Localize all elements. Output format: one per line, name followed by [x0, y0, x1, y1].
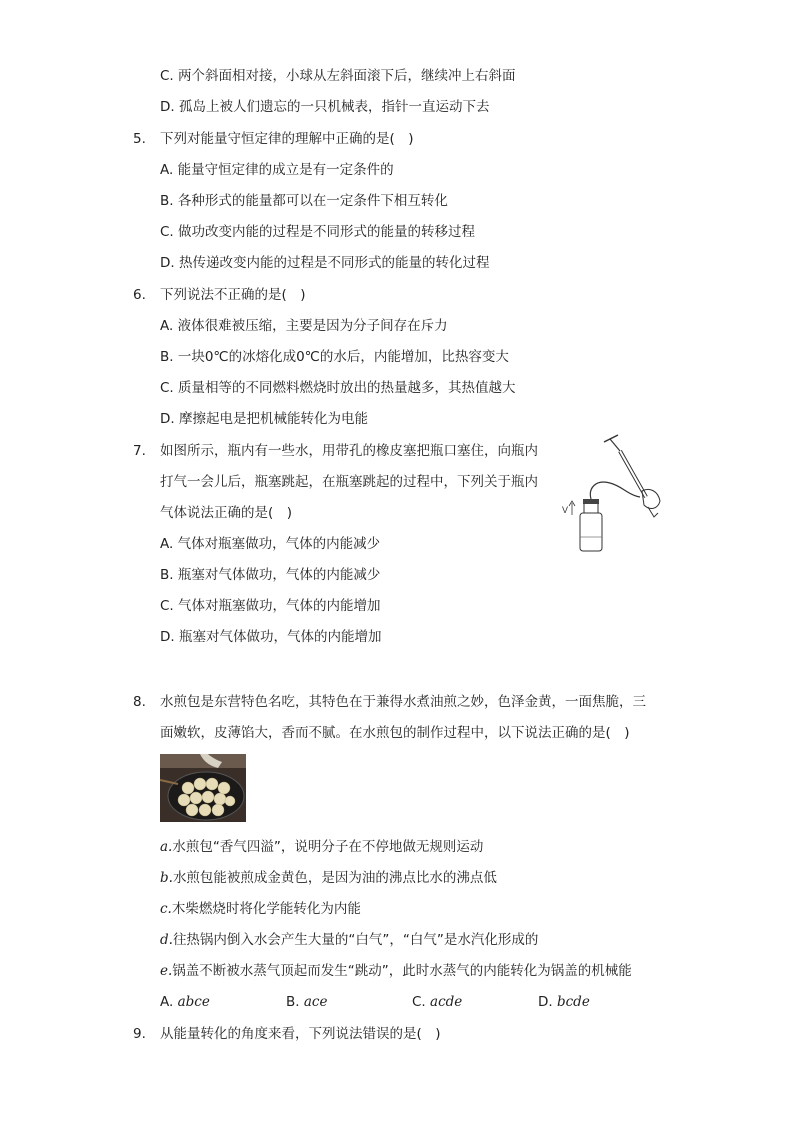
q8-statement-c — [160, 900, 361, 918]
text-a: 水煎包“香气四溢”，说明分子在不停地做无规则运动 — [172, 839, 484, 855]
opt-d-text: bcde — [556, 994, 590, 1010]
q6-option-d: D. 摩擦起电是把机械能转化为电能 — [160, 411, 368, 427]
opt-b-label: B. — [286, 994, 304, 1010]
text-e: 锅盖不断被水蒸气顶起而发生“跳动”，此时水蒸气的内能转化为锅盖的机械能 — [172, 963, 632, 979]
text-c: 木柴燃烧时将化学能转化为内能 — [171, 901, 361, 917]
q8-statement-a — [160, 838, 483, 856]
q9-number: 9. — [133, 1026, 146, 1042]
opt-b-text: ace — [303, 994, 328, 1010]
q4-option-c: C. 两个斜面相对接，小球从左斜面滚下后，继续冲上右斜面 — [160, 68, 516, 84]
q5-option-a: A. 能量守恒定律的成立是有一定条件的 — [160, 162, 394, 178]
q6-stem: 下列说法不正确的是( ) — [160, 287, 306, 303]
q7-stem-line2: 打气一会儿后，瓶塞跳起，在瓶塞跳起的过程中，下列关于瓶内 — [160, 474, 538, 490]
q5-stem: 下列对能量守恒定律的理解中正确的是( ) — [160, 131, 414, 147]
q6-number: 6. — [133, 287, 146, 303]
label-b: b. — [160, 870, 173, 886]
label-a: a. — [160, 839, 173, 855]
q7-stem-line1: 如图所示，瓶内有一些水，用带孔的橡皮塞把瓶口塞住，向瓶内 — [160, 443, 538, 459]
q4-option-d: D. 孤岛上被人们遗忘的一只机械表，指针一直运动下去 — [160, 99, 490, 115]
q8-stem-line1: 水煎包是东营特色名吃，其特色在于兼得水煮油煎之妙，色泽金黄，一面焦脆，三 — [160, 694, 646, 710]
opt-c-text: acde — [430, 994, 463, 1010]
q7-option-b: B. 瓶塞对气体做功，气体的内能减少 — [160, 567, 381, 583]
q5-option-c: C. 做功改变内能的过程是不同形式的能量的转移过程 — [160, 224, 476, 240]
q6-option-c: C. 质量相等的不同燃料燃烧时放出的热量越多，其热值越大 — [160, 380, 516, 396]
text-d: 往热锅内倒入水会产生大量的“白气”，“白气”是水汽化形成的 — [172, 932, 539, 948]
label-e: e. — [160, 963, 173, 979]
q6-option-a: A. 液体很难被压缩，主要是因为分子间存在斥力 — [160, 318, 448, 334]
q8-option-a — [160, 993, 210, 1011]
pump-bottle-figure — [558, 433, 670, 555]
q5-option-b: B. 各种形式的能量都可以在一定条件下相互转化 — [160, 193, 448, 209]
q6-option-b: B. 一块0℃的冰熔化成0℃的水后，内能增加，比热容变大 — [160, 349, 509, 365]
label-d: d. — [160, 932, 173, 948]
q8-stem-line2: 面嫩软，皮薄馅大，香而不腻。在水煎包的制作过程中，以下说法正确的是( ) — [160, 725, 630, 741]
q5-number: 5. — [133, 131, 146, 147]
q9-stem: 从能量转化的角度来看，下列说法错误的是( ) — [160, 1026, 441, 1042]
opt-a-text: abce — [177, 994, 210, 1010]
q8-option-d — [538, 993, 590, 1011]
q8-statement-e — [160, 962, 632, 980]
q7-option-d: D. 瓶塞对气体做功，气体的内能增加 — [160, 629, 382, 645]
q8-number: 8. — [133, 694, 146, 710]
q8-option-b — [286, 993, 327, 1011]
q5-option-d: D. 热传递改变内能的过程是不同形式的能量的转化过程 — [160, 255, 490, 271]
label-c: c. — [160, 901, 172, 917]
q8-statement-d — [160, 931, 538, 949]
text-b: 水煎包能被煎成金黄色，是因为油的沸点比水的沸点低 — [172, 870, 497, 886]
q7-option-c: C. 气体对瓶塞做功，气体的内能增加 — [160, 598, 381, 614]
figure-label-v: V — [562, 505, 569, 515]
opt-c-label: C. — [412, 994, 431, 1010]
q7-stem-line3: 气体说法正确的是( ) — [160, 505, 293, 521]
q7-number: 7. — [133, 443, 146, 459]
q8-option-c — [412, 993, 462, 1011]
opt-d-label: D. — [538, 994, 557, 1010]
q7-option-a: A. 气体对瓶塞做功，气体的内能减少 — [160, 536, 381, 552]
opt-a-label: A. — [160, 994, 178, 1010]
fried-buns-photo — [160, 754, 246, 822]
q8-statement-b — [160, 869, 497, 887]
